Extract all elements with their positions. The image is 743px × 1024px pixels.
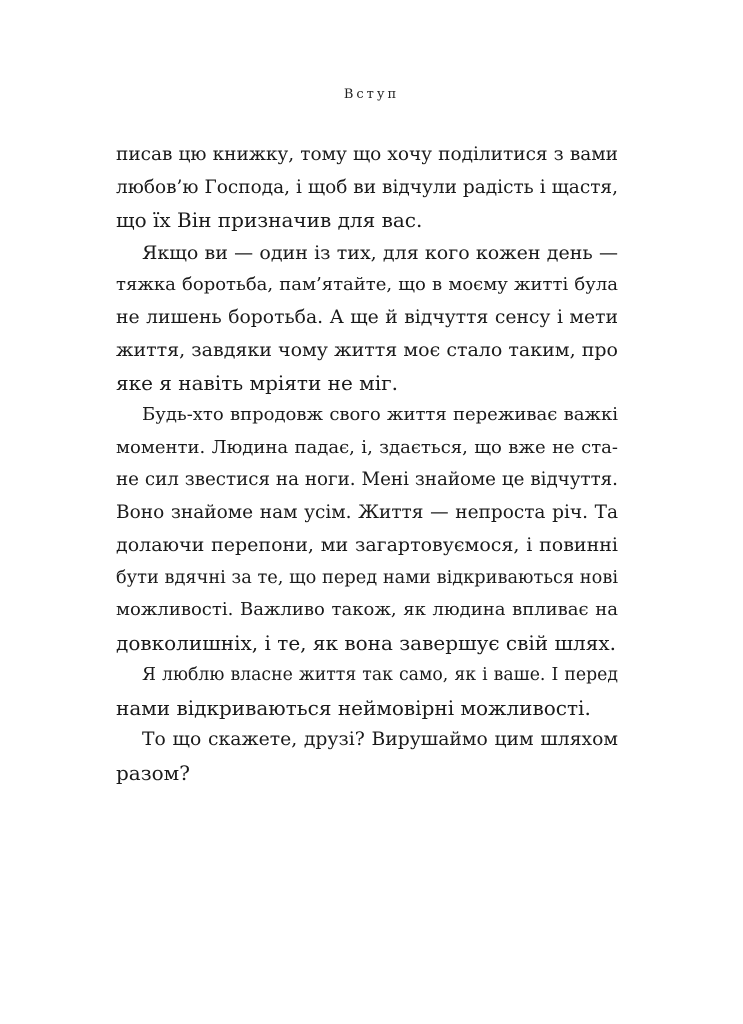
text-line: писав цю книжку, тому що хочу поділитися з вами xyxy=(116,144,618,165)
paragraph-4 xyxy=(116,659,618,724)
text-line: нами відкриваються неймовірні можливості. xyxy=(116,695,591,720)
text-line: довколишніх, і те, як вона завершує свій шлях. xyxy=(116,630,617,655)
text-line: життя, завдяки чому життя моє стало таким, про xyxy=(116,339,618,361)
text-line: Я люблю власне життя так само, як і ваше. І перед xyxy=(142,665,618,685)
text-line: Будь-хто впродовж свого життя переживає важкі xyxy=(142,404,618,425)
paragraph-5 xyxy=(116,724,618,789)
text-line: яке я навіть мріяти не міг. xyxy=(116,370,398,395)
paragraph-3 xyxy=(116,399,618,659)
text-line: моменти. Людина падає, і, здається, що вже не ста- xyxy=(116,436,618,458)
text-line: не лишень боротьба. А ще й відчуття сенсу і мети xyxy=(116,306,618,328)
running-head: Вступ xyxy=(343,87,400,102)
text-line: що їх Він призначив для вас. xyxy=(116,208,423,232)
text-line: любов’ю Господа, і щоб ви відчули радість і щастя, xyxy=(116,176,618,198)
text-line: бути вдячні за те, що перед нами відкриваються нові xyxy=(116,567,618,588)
paragraph-1 xyxy=(116,139,618,237)
page-body xyxy=(116,139,618,789)
paragraph-2 xyxy=(116,237,618,400)
text-line: тяжка боротьба, пам’ятайте, що в моєму житті була xyxy=(116,274,618,295)
text-line: долаючи перепони, ми загартовуємося, і повинні xyxy=(116,534,618,556)
text-line: разом? xyxy=(116,760,190,785)
text-line: Якщо ви — один із тих, для кого кожен день — xyxy=(142,241,618,264)
text-line: не сил звестися на ноги. Мені знайоме це відчуття. xyxy=(116,469,618,490)
text-line: можливості. Важливо також, як людина впливає на xyxy=(116,599,618,620)
text-line: Воно знайоме нам усім. Життя — непроста річ. Та xyxy=(116,501,618,523)
text-line: То що скажете, друзі? Вирушаймо цим шляхом xyxy=(142,729,618,750)
